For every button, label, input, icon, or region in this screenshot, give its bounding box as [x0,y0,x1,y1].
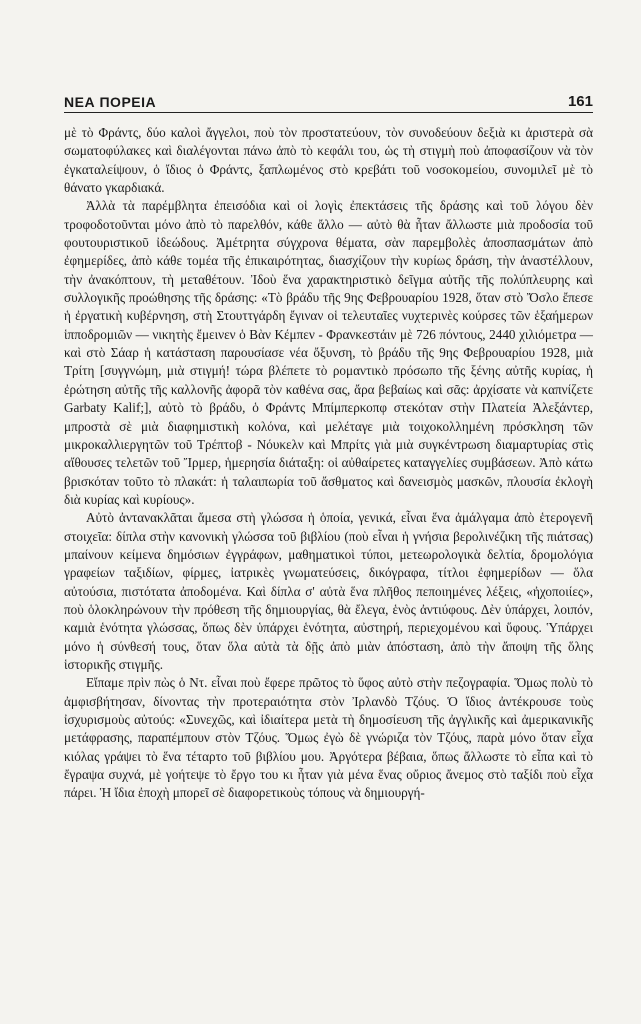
paragraph: Αὐτὸ ἀντανακλᾶται ἄμεσα στὴ γλώσσα ἡ ὁποία, γενικά, εἶναι ἕνα ἀμάλγαμα ἀπὸ ἑτερογενῆ στοιχεῖα: δίπλα στὴν κανονικὴ γλώσσα τοῦ βιβλίου (ποὺ εἶναι ἡ γνήσια βερολινέζικη τῆς πιάτσας) μπαίνουν κείμενα δημόσιων ἐγγράφων, μαθηματικοὶ τύποι, μετεωρολογικὰ δελτία, δρομολόγια γραφείων ταξιδίων, φίρμες, ἰατρικὲς γνωματεύσεις, δικόγραφα, τίτλοι ἐφημερίδων — ὅλα αὐτούσια, πιστότατα ἀποδομένα. Καὶ δίπλα σ' αὐτὰ ἕνα πλῆθος πεποιημένες λέξεις, «ἠχοποιίες», ποὺ ὁλοκληρώνουν τὴν πρόθεση τῆς δημιουργίας, θὰ ἔλεγα, ἑνὸς ἀντιύφους. Δὲν ὑπάρχει, λοιπόν, καμιὰ ἑνότητα γλώσσας, ὅπως δὲν ὑπάρχει ἑνότητα, αὐστηρή, περιεχομένου καὶ ὕφους. Ὑπάρχει μόνο ἡ σύνθεσή τους, ὅταν ὅλα αὐτὰ τὰ δῇς ἀπὸ μιὰν ἀπόσταση, ἀπὸ τὴν ἄποψη τῆς ὅλης ἱστορικῆς στιγμῆς. [64,510,593,672]
body-text [64,124,593,1014]
page-number: 161 [567,93,593,110]
page-header [64,78,593,113]
paragraph: Εἴπαμε πρὶν πὼς ὁ Ντ. εἶναι ποὺ ἔφερε πρῶτος τὸ ὕφος αὐτὸ στὴν πεζογραφία. Ὅμως πολὺ τὸ ἀμφισβήτησαν, δίνοντας τὴν προτεραιότητα στὸν Ἰρλανδὸ Τζόυς. Ὁ ἴδιος ἀντέκρουσε τοὺς ἰσχυρισμοὺς αὐτούς: «Συνεχῶς, καὶ ἰδιαίτερα μετὰ τὴ δημοσίευση τῆς ἀγγλικῆς καὶ ἀμερικανικῆς μετάφρασης, παραπέμπουν στὸν Τζόυς. Ὅμως ἐγὼ δὲ γνώριζα τὸν Τζόυς, παρὰ μόνο ὅταν εἶχα κιόλας γράψει τὸ ἕνα τέταρτο τοῦ βιβλίου μου. Ἀργότερα βέβαια, ὅπως ἄλλωστε τὸ εἶπα καὶ τὸ ἔγραψα συχνά, μὲ γοήτεψε τὸ ἔργο του κι ἦταν γιὰ μένα ἕνας οὔριος ἄνεμος στὸ ταξίδι ποὺ εἶχα πάρει. Ἡ ἴδια ἐποχὴ μπορεῖ σὲ διαφορετικοὺς τόπους νὰ δημιουργή- [64,675,593,801]
paragraph: Ἀλλὰ τὰ παρέμβλητα ἐπεισόδια καὶ οἱ λογὶς ἐπεκτάσεις τῆς δράσης καὶ τοῦ λόγου δὲν τροφοδοτοῦνται μόνο ἀπὸ τὸ παρελθόν, κάθε ἄλλο — αὐτὸ θὰ ἦταν ἄλλωστε μιὰ προδοσία τοῦ φουτουριστικοῦ ἰδεώδους. Ἀμέτρητα σύγχρονα θέματα, σὰν παρεμβολὲς ἀποσπασμάτων ἀπὸ ἐφημερίδες, ἀπὸ κάθε τομέα τῆς ἐπικαιρότητας, διασχίζουν τὴν κυρίως δράση, τὴν ἀναστέλλουν, τὴν ἀνακόπτουν, τὴ μεταθέτουν. Ἰδοὺ ἕνα χαρακτηριστικὸ δεῖγμα αὐτῆς τῆς πολύπλευρης καὶ συλλογικῆς προώθησης τῆς δράσης: «Τὸ βράδυ τῆς 9ης Φεβρουαρίου 1928, ὅταν στὸ Ὄσλο ἔπεσε ἡ ἐργατικὴ κυβέρνηση, στὴ Στουττγάρδη ἔγιναν οἱ τελευταῖες νυχτερινὲς κούρσες τῶν ἑξαήμερων ἱπποδρομιῶν — νικητὴς ἔμεινεν ὁ Βὰν Κέμπεν - Φρανκεστάιν μὲ 726 πόντους, 2440 χιλιόμετρα — καὶ στὸ Σάαρ ἡ κατάσταση παρουσίασε νέα ὄξυνση, τὸ βράδυ τῆς 9ης Φεβρουαρίου 1928, μιὰ Τρίτη [συγγνώμη, μιὰ στιγμή! τώρα βλέπετε τὸ ρομαντικὸ πρόσωπο τῆς ξένης αὐτῆς κυρίας, ἡ ἐρώτηση αὐτῆς τῆς καλλονῆς ἀφορᾶ τὸν καθένα σας, ἄρα βεβαίως καὶ σᾶς: ἀρχίσατε νὰ καπνίζετε Garbaty Kalif;], αὐτὸ τὸ βράδυ, ὁ Φράντς Μπίμπερκοπφ στεκόταν στὴν Πλατεία Ἀλεξάντερ, μπροστὰ σὲ μιὰ διαφημιστικὴ κολόνα, καὶ μελέταγε μιὰ τοιχοκολλημένη πρόσκληση τῶν μικροκαλλιεργητῶν τοῦ Τρέπτοβ - Νόυκελν καὶ Μπρίτς γιὰ μιὰ συγκέντρωση διαμαρτυρίας στὶς αἴθουσες τελετῶν τοῦ Ἴρμερ, ἡμερησία διάταξη: οἱ αὐθαίρετες καταγγελίες συμβάσεων. Ἀπὸ κάτω βρισκόταν τοῦτο τὸ πλακάτ: ἡ ταλαιπωρία τοῦ ἄσθματος καὶ δανεισμὸς μασκῶν, πλουσία ἐκλογὴ διὰ κυρίας καὶ κυρίους». [64,198,593,507]
paragraph: μὲ τὸ Φράντς, δύο καλοὶ ἄγγελοι, ποὺ τὸν προστατεύουν, τὸν συνοδεύουν δεξιὰ κι ἀριστερὰ σὰ σωματοφύλακες καὶ διαλέγονται πάνω ἀπὸ τὸ κεφάλι του, ὡς τὴ στιγμὴ ποὺ ἀποφασίζουν νὰ τὸν ἐγκαταλείψουν, ὁ ἴδιος ὁ Φράντς, ξαπλωμένος στὸ κρεβάτι τοῦ νοσοκομείου, συνομιλεῖ μὲ τὸ θάνατο γκαρδιακά. [64,125,593,196]
running-head: ΝΕΑ ΠΟΡΕΙΑ [64,94,157,110]
